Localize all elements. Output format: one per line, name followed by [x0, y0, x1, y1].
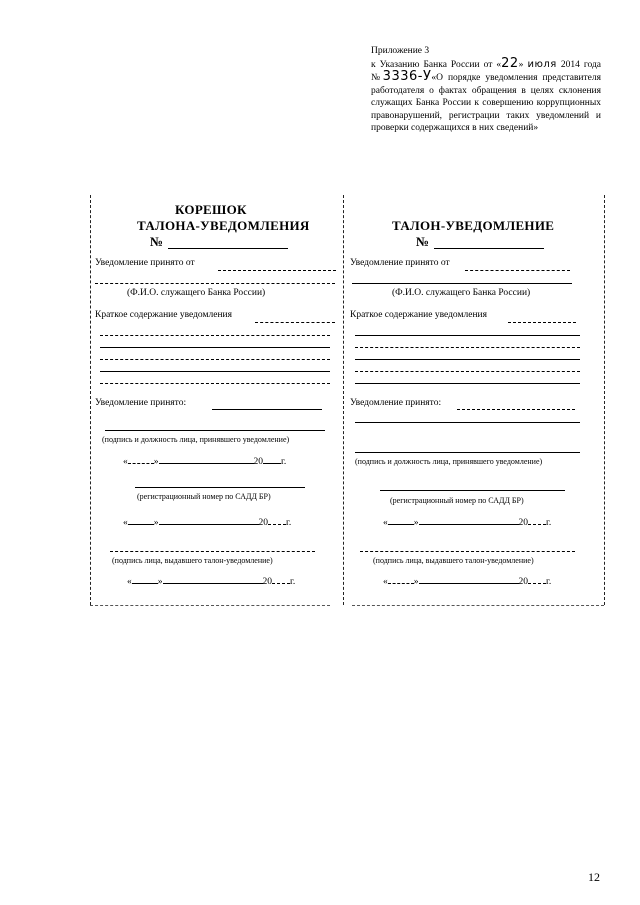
- stub-date1-close: »: [153, 457, 159, 467]
- ticket-summary-line-0: [508, 322, 576, 323]
- ticket-number-line: [434, 248, 544, 249]
- stub-date2-month-blank: [159, 524, 259, 525]
- stub-date1-year-blank: [263, 463, 281, 464]
- ticket-received-line: [457, 409, 575, 410]
- appendix-text-d: «О порядке уведомления представителя работодателя о фактах обращения в целях склонения служащих Банка России к совершению коррупционных правонарушений, регистрации таких уведомлений и проверки содержащихся в них сведений»: [371, 73, 601, 133]
- stub-summary-line-3: [100, 359, 330, 360]
- stub-date1-year: 20: [253, 457, 263, 467]
- stub-summary-line-0: [255, 322, 335, 323]
- stub-date1-open: «: [123, 457, 128, 467]
- stub-date1-g: г.: [281, 457, 287, 467]
- ticket-summary-line-2: [355, 347, 580, 348]
- bottom-cut-line-right: [352, 605, 604, 606]
- stub-date3-open: «: [127, 577, 132, 587]
- stub-reg-number-caption: (регистрационный номер по САДД БР): [137, 492, 271, 501]
- stub-received-from-line: [218, 270, 336, 271]
- appendix-title: Приложение 3: [371, 46, 430, 56]
- stub-received-line: [212, 409, 322, 410]
- ticket-received-label: Уведомление принято:: [350, 398, 442, 408]
- stub-signature-acceptor-line: [105, 430, 325, 431]
- ticket-date2-g: г.: [546, 518, 552, 528]
- ticket-date3-day-blank: [388, 583, 414, 584]
- stub-date3-day-blank: [132, 583, 158, 584]
- stub-summary-line-2: [100, 347, 330, 348]
- ticket-date3-year-blank: [528, 583, 546, 584]
- ticket-reg-number-line: [380, 490, 565, 491]
- stub-received-label: Уведомление принято:: [95, 398, 187, 408]
- stub-date1: [123, 457, 286, 467]
- ticket-signature-issuer-caption: (подпись лица, выдавшего талон-уведомление): [373, 556, 534, 565]
- ticket-date3: [383, 577, 551, 587]
- handwritten-day: 22: [501, 55, 519, 71]
- ticket-date3-month-blank: [419, 583, 519, 584]
- stub-summary-line-1: [100, 335, 330, 336]
- stub-title-1: КОРЕШОК: [175, 202, 247, 217]
- stub-date2-close: »: [153, 518, 159, 528]
- stub-date2-open: «: [123, 518, 128, 528]
- bottom-cut-line-left: [90, 605, 330, 606]
- stub-date3-month-blank: [163, 583, 263, 584]
- handwritten-month: июля: [527, 58, 557, 70]
- ticket-reg-number-caption: (регистрационный номер по САДД БР): [390, 496, 524, 505]
- stub-date3-g: г.: [290, 577, 296, 587]
- right-border: [604, 195, 605, 605]
- ticket-summary-line-4: [355, 371, 580, 372]
- stub-date2: [123, 518, 291, 528]
- ticket-summary-line-1: [355, 335, 580, 336]
- ticket-date2-open: «: [383, 518, 388, 528]
- ticket-number-sign: №: [416, 234, 430, 249]
- ticket-fio-caption: (Ф.И.О. служащего Банка России): [392, 288, 531, 298]
- ticket-title: ТАЛОН-УВЕДОМЛЕНИЕ: [392, 218, 555, 233]
- ticket-summary-label: Краткое содержание уведомления: [350, 310, 488, 320]
- ticket-date2-day-blank: [388, 524, 414, 525]
- ticket-date3-open: «: [383, 577, 388, 587]
- stub-date2-year: 20: [258, 518, 268, 528]
- ticket-date3-g: г.: [546, 577, 552, 587]
- ticket-date2-close: »: [413, 518, 419, 528]
- ticket-received-line-2: [355, 422, 580, 423]
- stub-signature-issuer-line: [110, 551, 315, 552]
- stub-date3-year: 20: [262, 577, 272, 587]
- stub-number-line: [168, 248, 288, 249]
- appendix-text-a: к Указанию Банка России от «: [371, 59, 502, 70]
- stub-fio-caption: (Ф.И.О. служащего Банка России): [127, 288, 266, 298]
- stub-title-2: ТАЛОНА-УВЕДОМЛЕНИЯ: [137, 218, 310, 233]
- stub-summary-label: Краткое содержание уведомления: [95, 310, 233, 320]
- handwritten-number: 3336-У: [382, 69, 432, 84]
- ticket-date3-year: 20: [518, 577, 528, 587]
- stub-date3-close: »: [157, 577, 163, 587]
- stub-date1-day-blank: [128, 463, 154, 464]
- stub-fio-line: [95, 283, 335, 284]
- appendix-text-b: »: [518, 59, 524, 70]
- ticket-date2-month-blank: [419, 524, 519, 525]
- left-border: [90, 195, 91, 605]
- stub-date1-month-blank: [159, 463, 254, 464]
- form-area: [90, 195, 605, 605]
- ticket-summary-line-5: [355, 383, 580, 384]
- ticket-signature-acceptor-line: [355, 452, 580, 453]
- ticket-date2-year-blank: [528, 524, 546, 525]
- stub-date2-year-blank: [268, 524, 286, 525]
- appendix-header: [371, 45, 601, 135]
- stub-signature-issuer-caption: (подпись лица, выдавшего талон-уведомление): [112, 556, 273, 565]
- ticket-fio-line: [352, 283, 572, 284]
- stub-date2-day-blank: [128, 524, 154, 525]
- ticket-date3-close: »: [413, 577, 419, 587]
- appendix-text-c: 2014 года №: [371, 59, 602, 83]
- stub-reg-number-line: [135, 487, 305, 488]
- stub-date3-year-blank: [272, 583, 290, 584]
- stub-date2-g: г.: [286, 518, 292, 528]
- middle-cut-line: [343, 195, 344, 605]
- ticket-signature-acceptor-caption: (подпись и должность лица, принявшего уведомление): [355, 457, 543, 466]
- stub-date3: [127, 577, 295, 587]
- page-number: 12: [588, 870, 600, 884]
- stub-summary-line-4: [100, 371, 330, 372]
- ticket-summary-line-3: [355, 359, 580, 360]
- ticket-received-from: Уведомление принято от: [350, 258, 450, 268]
- stub-signature-acceptor-caption: (подпись и должность лица, принявшего уведомление): [102, 435, 290, 444]
- ticket-date2-year: 20: [518, 518, 528, 528]
- ticket-date2: [383, 518, 551, 528]
- stub-summary-line-5: [100, 383, 330, 384]
- ticket-signature-issuer-line: [360, 551, 575, 552]
- ticket-received-from-line: [465, 270, 570, 271]
- stub-received-from: Уведомление принято от: [95, 258, 195, 268]
- stub-number-sign: №: [150, 234, 164, 249]
